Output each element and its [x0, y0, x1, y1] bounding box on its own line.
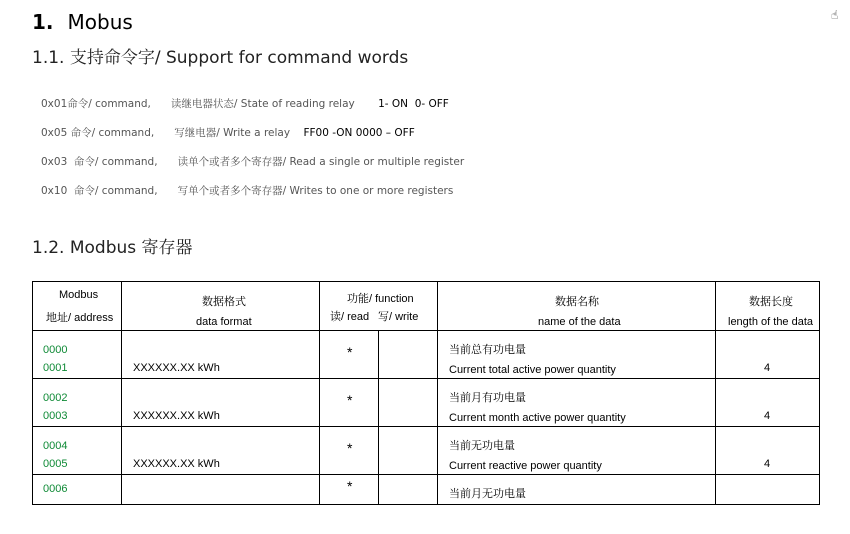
length-value: 4 [764, 362, 771, 374]
command-line [41, 96, 449, 111]
header-address-line1: Modbus [59, 289, 99, 301]
cell-length [716, 427, 820, 475]
name-cn: 当前总有功电量 [449, 344, 526, 356]
header-function-read: 读/ read [330, 311, 370, 323]
header-function [320, 282, 438, 331]
table-header-row [33, 282, 820, 331]
cell-format [122, 427, 320, 475]
cell-read [320, 379, 379, 427]
cell-write [379, 475, 438, 505]
address-start: 0006 [43, 483, 68, 495]
header-length-line2: length of the data [728, 316, 814, 328]
cell-read [320, 331, 379, 379]
header-function-write: 写/ write [378, 311, 419, 323]
read-mark: * [347, 478, 353, 494]
cell-format [122, 475, 320, 505]
command-code: 0x03 命令/ command, [41, 156, 158, 168]
cell-address [33, 331, 122, 379]
command-value: FF00 -ON 0000 – OFF [303, 127, 415, 139]
cell-format [122, 379, 320, 427]
header-length-line1: 数据长度 [749, 296, 793, 308]
header-address-line2: 地址/ address [46, 312, 114, 324]
command-code: 0x05 命令/ command, [41, 127, 155, 139]
cell-length [716, 379, 820, 427]
cell-name [438, 379, 716, 427]
header-address [33, 282, 122, 331]
heading-1 [32, 10, 133, 34]
header-name-line2: name of the data [538, 316, 621, 328]
cell-name [438, 331, 716, 379]
name-en: Current reactive power quantity [449, 460, 602, 472]
command-line [41, 125, 415, 140]
command-desc: 读继电器状态/ State of reading relay [170, 98, 355, 110]
command-code: 0x01命令/ command, [41, 98, 151, 110]
header-name [438, 282, 716, 331]
cell-address [33, 379, 122, 427]
heading-1-number: 1. [32, 10, 54, 34]
read-mark: * [347, 344, 353, 360]
table-row [33, 427, 820, 475]
address-end: 0001 [43, 362, 68, 374]
heading-1-title: Mobus [67, 10, 133, 34]
address-end: 0005 [43, 458, 68, 470]
format-value: XXXXXX.XX kWh [133, 362, 220, 374]
cell-write [379, 379, 438, 427]
cell-read [320, 427, 379, 475]
cell-length [716, 331, 820, 379]
header-length [716, 282, 820, 331]
heading-1-1: 1.1. 支持命令字/ Support for command words [32, 48, 409, 68]
address-start: 0000 [43, 344, 68, 356]
command-desc: 写继电器/ Write a relay [174, 127, 291, 139]
format-value: XXXXXX.XX kWh [133, 410, 220, 422]
length-value: 4 [764, 410, 771, 422]
header-format [122, 282, 320, 331]
name-en: Current month active power quantity [449, 412, 626, 424]
heading-1-2: 1.2. Modbus 寄存器 [32, 238, 193, 258]
register-table [32, 281, 820, 505]
read-mark: * [347, 440, 353, 456]
cell-address [33, 427, 122, 475]
cell-write [379, 331, 438, 379]
cell-read [320, 475, 379, 505]
name-cn: 当前月有功电量 [449, 392, 526, 404]
header-name-line1: 数据名称 [555, 296, 599, 308]
cell-write [379, 427, 438, 475]
read-mark: * [347, 392, 353, 408]
table-row [33, 331, 820, 379]
name-cn: 当前无功电量 [449, 440, 515, 452]
name-en: Current total active power quantity [449, 364, 616, 376]
format-value: XXXXXX.XX kWh [133, 458, 220, 470]
command-line [41, 183, 453, 198]
command-desc: 写单个或者多个寄存器/ Writes to one or more registers [177, 185, 454, 197]
name-cn: 当前月无功电量 [449, 488, 526, 500]
command-desc: 读单个或者多个寄存器/ Read a single or multiple register [177, 156, 465, 168]
table-row [33, 475, 820, 505]
address-end: 0003 [43, 410, 68, 422]
table-row [33, 379, 820, 427]
cell-address [33, 475, 122, 505]
cell-format [122, 331, 320, 379]
cell-name [438, 427, 716, 475]
command-code: 0x10 命令/ command, [41, 185, 158, 197]
length-value: 4 [764, 458, 771, 470]
header-function-line1: 功能/ function [347, 293, 414, 305]
command-value: 1- ON 0- OFF [378, 98, 449, 110]
address-start: 0002 [43, 392, 68, 404]
address-start: 0004 [43, 440, 68, 452]
cell-length [716, 475, 820, 505]
header-format-line2: data format [196, 316, 252, 328]
hand-cursor-icon: ☝ [831, 8, 839, 22]
command-line [41, 154, 464, 169]
header-format-line1: 数据格式 [202, 296, 246, 308]
cell-name [438, 475, 716, 505]
